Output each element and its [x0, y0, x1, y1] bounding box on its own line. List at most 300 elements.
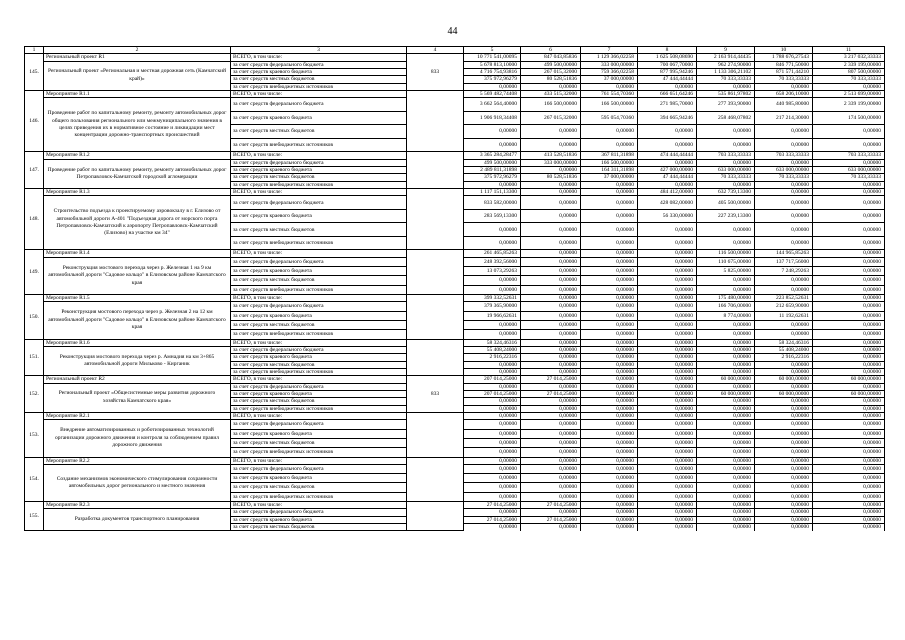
funding-source-cell: за счет средств федерального бюджета: [231, 61, 407, 68]
amount-cell: 0,00000: [581, 412, 638, 419]
budget-table-body: [25, 47, 885, 531]
amount-cell: 56 330,00000: [638, 209, 697, 223]
row-number-cell: 155.: [25, 502, 44, 531]
amount-cell: 847 043,85836: [521, 54, 581, 61]
amount-cell: 0,00000: [755, 285, 813, 294]
table-row: [25, 189, 885, 196]
amount-cell: 0,00000: [521, 474, 581, 483]
funding-source-cell: за счет средств местных бюджетов: [231, 483, 407, 492]
amount-cell: 633 000,00000: [755, 167, 813, 174]
amount-cell: 846 771,50000: [755, 61, 813, 68]
amount-cell: 227 239,13300: [697, 209, 755, 223]
amount-cell: 0,00000: [521, 464, 581, 473]
funding-source-cell: за счет средств местных бюджетов: [231, 76, 407, 83]
item-title-cell: Мероприятие R1.2: [44, 152, 231, 159]
table-row: [25, 376, 885, 383]
amount-cell: 658 206,10000: [755, 91, 813, 98]
amount-cell: 0,00000: [697, 524, 755, 531]
row-number-cell: 153.: [25, 412, 44, 457]
amount-cell: 0,00000: [464, 483, 521, 492]
amount-cell: 3 365 284,28477: [464, 152, 521, 159]
amount-cell: 0,00000: [813, 125, 885, 139]
amount-cell: 27 014,25000: [521, 376, 581, 383]
amount-cell: 0,00000: [638, 492, 697, 501]
amount-cell: 0,00000: [464, 420, 521, 429]
amount-cell: 877 995,94246: [638, 69, 697, 76]
amount-cell: 0,00000: [813, 196, 885, 210]
amount-cell: 60 000,00000: [697, 390, 755, 397]
funding-source-cell: ВСЕГО, в том числе:: [231, 250, 407, 257]
amount-cell: 2 339 199,00000: [813, 61, 885, 68]
table-row: [25, 502, 885, 509]
item-name-cell: Реконструкция мостового перехода через р. Амнадия на км 3+865 автомобильной дороги Мильково - Кирганик: [44, 346, 231, 375]
funding-source-cell: за счет средств местных бюджетов: [231, 125, 407, 139]
amount-cell: 0,00000: [813, 159, 885, 166]
amount-cell: 0,00000: [697, 516, 755, 523]
amount-cell: 0,00000: [521, 339, 581, 346]
amount-cell: 484 412,00000: [638, 189, 697, 196]
header-cell: 1: [25, 47, 44, 54]
amount-cell: 0,00000: [638, 330, 697, 339]
amount-cell: 0,00000: [755, 398, 813, 405]
item-title-cell: Мероприятие R1.1: [44, 91, 231, 98]
funding-source-cell: за счет средств федерального бюджета: [231, 302, 407, 311]
amount-cell: 0,00000: [813, 83, 885, 90]
amount-cell: 0,00000: [638, 138, 697, 152]
amount-cell: 8 774,00000: [697, 311, 755, 320]
amount-cell: 0,00000: [755, 209, 813, 223]
page-number: 44: [447, 26, 458, 37]
amount-cell: 2 916,22316: [464, 354, 521, 361]
funding-source-cell: за счет средств местных бюджетов: [231, 174, 407, 181]
amount-cell: 0,00000: [813, 405, 885, 412]
amount-cell: 80 528,51836: [521, 174, 581, 181]
amount-cell: 0,00000: [813, 138, 885, 152]
amount-cell: 0,00000: [697, 285, 755, 294]
amount-cell: 0,00000: [638, 320, 697, 329]
amount-cell: 0,00000: [521, 223, 581, 237]
item-name-cell: Региональный проект «Общесистемные меры развития дорожного хозяйства Камчатского края»: [44, 383, 231, 412]
amount-cell: 0,00000: [581, 361, 638, 368]
table-row: [25, 339, 885, 346]
header-cell: 10: [755, 47, 813, 54]
amount-cell: 70 333,33333: [697, 174, 755, 181]
amount-cell: 0,00000: [638, 502, 697, 509]
amount-cell: 2 163 914,44435: [697, 54, 755, 61]
funding-source-cell: за счет средств федерального бюджета: [231, 196, 407, 210]
amount-cell: 0,00000: [697, 181, 755, 188]
amount-cell: 499 500,00000: [464, 159, 521, 166]
amount-cell: 258 468,07802: [697, 111, 755, 125]
amount-cell: 0,00000: [813, 181, 885, 188]
amount-cell: 632 739,13300: [697, 189, 755, 196]
amount-cell: 427 000,00000: [638, 167, 697, 174]
amount-cell: 0,00000: [581, 311, 638, 320]
amount-cell: 0,00000: [697, 420, 755, 429]
item-title-cell: Мероприятие R1.4: [44, 250, 231, 257]
funding-source-cell: за счет средств краевого бюджета: [231, 429, 407, 438]
amount-cell: 0,00000: [697, 457, 755, 464]
funding-source-cell: за счет средств внебюджетных источников: [231, 405, 407, 412]
amount-cell: 0,00000: [755, 83, 813, 90]
amount-cell: 0,00000: [464, 368, 521, 375]
amount-cell: 0,00000: [755, 236, 813, 250]
header-cell: 7: [581, 47, 638, 54]
amount-cell: 0,00000: [638, 390, 697, 397]
amount-cell: 0,00000: [464, 412, 521, 419]
amount-cell: 375 972,96279: [464, 76, 521, 83]
funding-source-cell: ВСЕГО, в том числе:: [231, 54, 407, 61]
amount-cell: 0,00000: [638, 509, 697, 516]
amount-cell: 0,00000: [464, 383, 521, 390]
amount-cell: 0,00000: [464, 474, 521, 483]
amount-cell: 0,00000: [638, 339, 697, 346]
amount-cell: 0,00000: [521, 457, 581, 464]
amount-cell: 0,00000: [813, 438, 885, 447]
amount-cell: 833 582,00000: [464, 196, 521, 210]
funding-source-cell: ВСЕГО, в том числе:: [231, 189, 407, 196]
header-cell: 8: [638, 47, 697, 54]
amount-cell: 37 000,00000: [581, 174, 638, 181]
amount-cell: 0,00000: [521, 368, 581, 375]
funding-source-cell: за счет средств внебюджетных источников: [231, 236, 407, 250]
amount-cell: 0,00000: [464, 125, 521, 139]
amount-cell: 2 916,22316: [755, 354, 813, 361]
amount-cell: 60 000,00000: [755, 390, 813, 397]
amount-cell: 0,00000: [581, 464, 638, 473]
amount-cell: 0,00000: [697, 398, 755, 405]
funding-source-cell: за счет средств краевого бюджета: [231, 311, 407, 320]
amount-cell: 3 662 564,40000: [464, 98, 521, 112]
amount-cell: 0,00000: [813, 412, 885, 419]
amount-cell: 0,00000: [638, 285, 697, 294]
amount-cell: 70 333,33333: [755, 174, 813, 181]
amount-cell: 0,00000: [755, 438, 813, 447]
amount-cell: 0,00000: [638, 302, 697, 311]
item-name-cell: Проведение работ по капитальному ремонту, ремонту автомобильных дорог Петропавловск-Камчатской городской агломерации: [44, 159, 231, 188]
amount-cell: 535 861,97802: [697, 91, 755, 98]
amount-cell: 0,00000: [697, 361, 755, 368]
amount-cell: 0,00000: [813, 420, 885, 429]
table-row: [25, 412, 885, 419]
amount-cell: 0,00000: [697, 125, 755, 139]
amount-cell: 0,00000: [813, 361, 885, 368]
amount-cell: 0,00000: [697, 509, 755, 516]
amount-cell: 0,00000: [697, 368, 755, 375]
code-cell: 833: [407, 376, 464, 413]
amount-cell: 0,00000: [521, 346, 581, 353]
amount-cell: 0,00000: [638, 457, 697, 464]
row-number-cell: 151.: [25, 339, 44, 376]
row-number-cell: 150.: [25, 295, 44, 340]
amount-cell: 0,00000: [813, 383, 885, 390]
code-cell: [407, 295, 464, 340]
funding-source-cell: за счет средств краевого бюджета: [231, 69, 407, 76]
amount-cell: 0,00000: [755, 429, 813, 438]
amount-cell: 5 569 482,74408: [464, 91, 521, 98]
amount-cell: 0,00000: [521, 492, 581, 501]
amount-cell: 47 444,44444: [638, 174, 697, 181]
amount-cell: 0,00000: [464, 320, 521, 329]
amount-cell: 27 014,25000: [464, 516, 521, 523]
code-cell: [407, 502, 464, 531]
amount-cell: 0,00000: [755, 330, 813, 339]
amount-cell: 0,00000: [581, 420, 638, 429]
amount-cell: 1 625 508,08690: [638, 54, 697, 61]
amount-cell: 267 015,32000: [521, 69, 581, 76]
table-row: [25, 295, 885, 302]
amount-cell: 0,00000: [581, 474, 638, 483]
amount-cell: 0,00000: [697, 354, 755, 361]
funding-source-cell: за счет средств федерального бюджета: [231, 464, 407, 473]
amount-cell: 0,00000: [521, 412, 581, 419]
amount-cell: 0,00000: [581, 516, 638, 523]
funding-source-cell: за счет средств внебюджетных источников: [231, 285, 407, 294]
funding-source-cell: за счет средств местных бюджетов: [231, 320, 407, 329]
amount-cell: 207 014,25000: [464, 376, 521, 383]
amount-cell: 0,00000: [755, 483, 813, 492]
amount-cell: 0,00000: [581, 295, 638, 302]
amount-cell: 0,00000: [521, 267, 581, 276]
amount-cell: 0,00000: [638, 483, 697, 492]
amount-cell: 0,00000: [638, 250, 697, 257]
row-number-cell: 146.: [25, 91, 44, 152]
funding-source-cell: ВСЕГО, в том числе:: [231, 152, 407, 159]
amount-cell: 3 217 032,33333: [813, 54, 885, 61]
amount-cell: 394 665,94246: [638, 111, 697, 125]
amount-cell: 0,00000: [521, 438, 581, 447]
amount-cell: 19 966,62631: [464, 311, 521, 320]
amount-cell: 0,00000: [521, 448, 581, 457]
item-title-cell: Мероприятие R1.5: [44, 295, 231, 302]
amount-cell: 0,00000: [813, 516, 885, 523]
amount-cell: 0,00000: [464, 464, 521, 473]
amount-cell: 55 408,24000: [755, 346, 813, 353]
funding-source-cell: за счет средств федерального бюджета: [231, 346, 407, 353]
amount-cell: 0,00000: [521, 330, 581, 339]
amount-cell: 0,00000: [813, 509, 885, 516]
amount-cell: 207 014,25000: [464, 390, 521, 397]
amount-cell: 60 000,00000: [813, 376, 885, 383]
amount-cell: 5 825,00000: [697, 267, 755, 276]
amount-cell: 0,00000: [813, 302, 885, 311]
item-title-cell: Мероприятие R1.6: [44, 339, 231, 346]
amount-cell: 80 528,51836: [521, 76, 581, 83]
funding-source-cell: за счет средств краевого бюджета: [231, 474, 407, 483]
amount-cell: 0,00000: [581, 405, 638, 412]
amount-cell: 962 274,90000: [697, 61, 755, 68]
row-number-cell: 149.: [25, 250, 44, 295]
amount-cell: 0,00000: [464, 276, 521, 285]
amount-cell: 0,00000: [813, 276, 885, 285]
amount-cell: 0,00000: [581, 438, 638, 447]
amount-cell: 0,00000: [521, 302, 581, 311]
amount-cell: 703 333,33333: [697, 152, 755, 159]
amount-cell: 0,00000: [464, 285, 521, 294]
amount-cell: 0,00000: [813, 483, 885, 492]
item-title-cell: Мероприятие R2.2: [44, 457, 231, 464]
amount-cell: 0,00000: [813, 209, 885, 223]
amount-cell: 0,00000: [638, 474, 697, 483]
amount-cell: 4 716 754,93816: [464, 69, 521, 76]
amount-cell: 0,00000: [638, 368, 697, 375]
amount-cell: 0,00000: [464, 448, 521, 457]
row-number-cell: 152.: [25, 376, 44, 413]
amount-cell: 0,00000: [813, 368, 885, 375]
amount-cell: 0,00000: [581, 196, 638, 210]
amount-cell: 0,00000: [638, 448, 697, 457]
amount-cell: 0,00000: [813, 354, 885, 361]
amount-cell: 0,00000: [581, 339, 638, 346]
row-number-cell: 148.: [25, 189, 44, 250]
amount-cell: 0,00000: [755, 448, 813, 457]
amount-cell: 703 333,33333: [755, 152, 813, 159]
amount-cell: 70 333,33333: [755, 76, 813, 83]
amount-cell: 0,00000: [755, 125, 813, 139]
amount-cell: 0,00000: [581, 457, 638, 464]
amount-cell: 0,00000: [755, 492, 813, 501]
amount-cell: 0,00000: [638, 412, 697, 419]
amount-cell: 0,00000: [521, 383, 581, 390]
amount-cell: 379 365,90000: [464, 302, 521, 311]
amount-cell: 0,00000: [581, 267, 638, 276]
amount-cell: 0,00000: [521, 398, 581, 405]
item-name-cell: Строительство подъезда к проектируемому аэровокзалу в г. Елизово от автомобильной дороги А-401 "Подъездная дорога от морского порта Петропавловск-Камчатский к аэропорту Петропавловск-Камчатский (Елизово) на участке км 34": [44, 196, 231, 250]
amount-cell: 0,00000: [581, 509, 638, 516]
amount-cell: 0,00000: [521, 429, 581, 438]
amount-cell: 175 480,00000: [697, 295, 755, 302]
amount-cell: 0,00000: [697, 383, 755, 390]
amount-cell: 0,00000: [697, 223, 755, 237]
item-name-cell: Создание механизмов экономического стимулирования сохранности автомобильных дорог регионального и местного значения: [44, 464, 231, 501]
amount-cell: 0,00000: [581, 346, 638, 353]
amount-cell: 0,00000: [521, 483, 581, 492]
funding-source-cell: ВСЕГО, в том числе:: [231, 412, 407, 419]
funding-source-cell: за счет средств краевого бюджета: [231, 167, 407, 174]
amount-cell: 271 985,70000: [638, 98, 697, 112]
amount-cell: 0,00000: [755, 502, 813, 509]
amount-cell: 0,00000: [521, 509, 581, 516]
amount-cell: 633 000,00000: [697, 167, 755, 174]
amount-cell: 0,00000: [464, 509, 521, 516]
amount-cell: 0,00000: [755, 464, 813, 473]
amount-cell: 0,00000: [638, 438, 697, 447]
amount-cell: 0,00000: [521, 295, 581, 302]
funding-source-cell: за счет средств внебюджетных источников: [231, 138, 407, 152]
amount-cell: 0,00000: [813, 474, 885, 483]
table-row: [25, 457, 885, 464]
amount-cell: 27 014,25000: [521, 516, 581, 523]
amount-cell: 0,00000: [581, 285, 638, 294]
amount-cell: 0,00000: [813, 330, 885, 339]
amount-cell: 0,00000: [697, 502, 755, 509]
amount-cell: 0,00000: [697, 346, 755, 353]
amount-cell: 428 082,00000: [638, 196, 697, 210]
amount-cell: 0,00000: [697, 483, 755, 492]
amount-cell: 807 500,00000: [813, 69, 885, 76]
funding-source-cell: за счет средств внебюджетных источников: [231, 83, 407, 90]
amount-cell: 0,00000: [581, 398, 638, 405]
amount-cell: 0,00000: [638, 420, 697, 429]
table-row: [25, 91, 885, 98]
amount-cell: 367 811,31898: [581, 152, 638, 159]
amount-cell: 0,00000: [464, 83, 521, 90]
amount-cell: 0,00000: [581, 448, 638, 457]
amount-cell: 0,00000: [581, 138, 638, 152]
amount-cell: 0,00000: [755, 457, 813, 464]
amount-cell: 1 129 366,02258: [581, 54, 638, 61]
amount-cell: 2 489 811,31898: [464, 167, 521, 174]
funding-source-cell: за счет средств местных бюджетов: [231, 398, 407, 405]
amount-cell: 0,00000: [813, 285, 885, 294]
amount-cell: 0,00000: [755, 276, 813, 285]
amount-cell: 0,00000: [581, 181, 638, 188]
amount-cell: 0,00000: [581, 250, 638, 257]
amount-cell: 0,00000: [697, 464, 755, 473]
amount-cell: 666 651,64246: [638, 91, 697, 98]
amount-cell: 0,00000: [813, 267, 885, 276]
amount-cell: 0,00000: [521, 209, 581, 223]
amount-cell: 60 000,00000: [755, 376, 813, 383]
amount-cell: 0,00000: [521, 420, 581, 429]
amount-cell: 405 500,00000: [697, 196, 755, 210]
amount-cell: 433 515,32000: [521, 91, 581, 98]
amount-cell: 1 117 151,13300: [464, 189, 521, 196]
funding-source-cell: за счет средств краевого бюджета: [231, 267, 407, 276]
amount-cell: 0,00000: [813, 189, 885, 196]
budget-table-sheet: [24, 46, 884, 531]
amount-cell: 0,00000: [581, 320, 638, 329]
amount-cell: 0,00000: [813, 448, 885, 457]
amount-cell: 0,00000: [521, 189, 581, 196]
amount-cell: 0,00000: [755, 189, 813, 196]
amount-cell: 0,00000: [813, 320, 885, 329]
amount-cell: 0,00000: [581, 524, 638, 531]
amount-cell: 759 366,02258: [581, 69, 638, 76]
amount-cell: 1 788 676,27543: [755, 54, 813, 61]
amount-cell: 248 392,56000: [464, 257, 521, 266]
amount-cell: 633 000,00000: [813, 167, 885, 174]
amount-cell: 0,00000: [813, 429, 885, 438]
amount-cell: 11 192,62631: [755, 311, 813, 320]
amount-cell: 0,00000: [755, 159, 813, 166]
funding-source-cell: ВСЕГО, в том числе:: [231, 457, 407, 464]
amount-cell: 0,00000: [638, 405, 697, 412]
amount-cell: 166 500,00000: [521, 98, 581, 112]
header-cell: 9: [697, 47, 755, 54]
amount-cell: 47 444,44444: [638, 76, 697, 83]
row-number-cell: 147.: [25, 152, 44, 189]
amount-cell: 0,00000: [581, 429, 638, 438]
amount-cell: 0,00000: [813, 223, 885, 237]
amount-cell: 0,00000: [521, 125, 581, 139]
amount-cell: 174 500,00000: [813, 111, 885, 125]
funding-source-cell: за счет средств внебюджетных источников: [231, 448, 407, 457]
amount-cell: 0,00000: [581, 125, 638, 139]
amount-cell: 0,00000: [464, 223, 521, 237]
amount-cell: 7 248,29263: [755, 267, 813, 276]
amount-cell: 0,00000: [521, 405, 581, 412]
funding-source-cell: за счет средств внебюджетных источников: [231, 492, 407, 501]
amount-cell: 0,00000: [521, 311, 581, 320]
funding-source-cell: за счет средств краевого бюджета: [231, 390, 407, 397]
amount-cell: 0,00000: [697, 320, 755, 329]
amount-cell: 0,00000: [755, 223, 813, 237]
amount-cell: 0,00000: [638, 257, 697, 266]
amount-cell: 0,00000: [697, 492, 755, 501]
amount-cell: 283 569,13300: [464, 209, 521, 223]
amount-cell: 27 014,25000: [521, 502, 581, 509]
